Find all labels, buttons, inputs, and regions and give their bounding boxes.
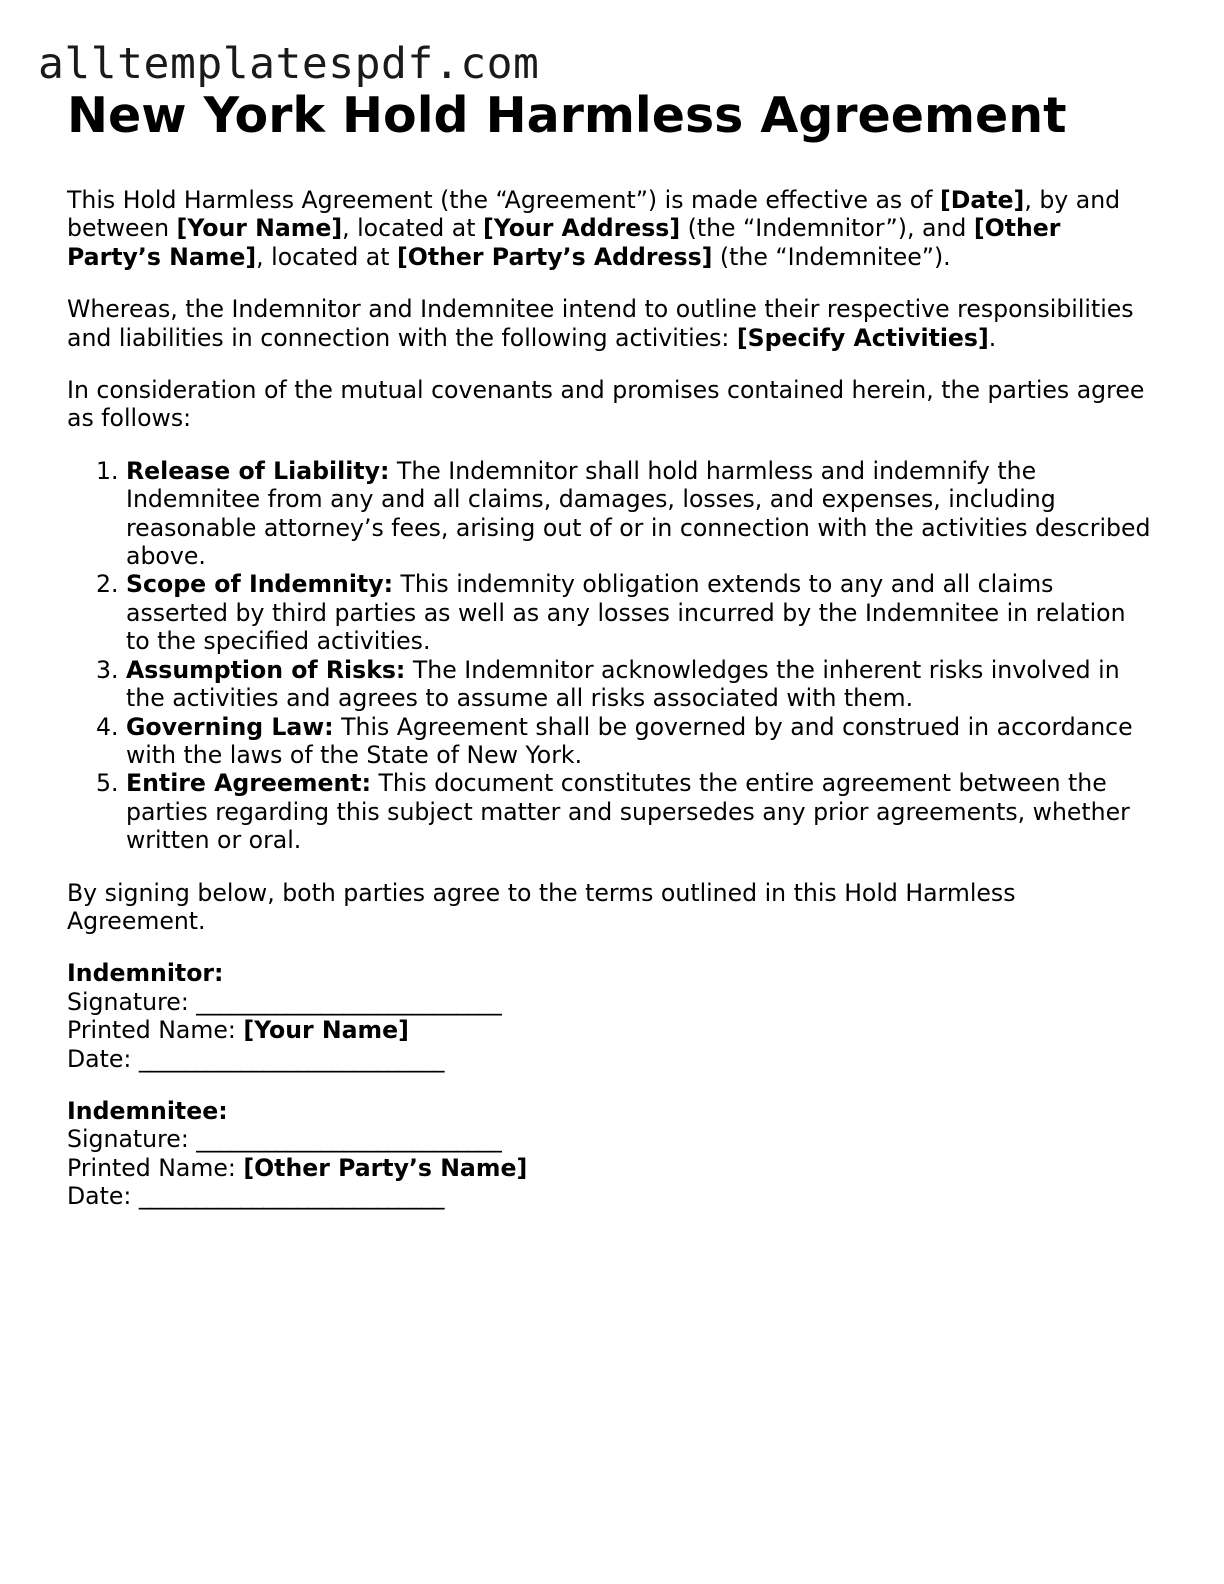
clause-list xyxy=(67,457,1152,855)
indemnitor-printed-name-row xyxy=(67,1016,1152,1044)
indemnitor-signature-row xyxy=(67,988,1152,1016)
clause-heading: Release of Liability: xyxy=(126,456,390,485)
activities-placeholder: [Specify Activities] xyxy=(736,323,989,352)
intro-other-name-placeholder: [Other Party’s Name] xyxy=(67,214,1061,271)
intro-paragraph xyxy=(67,186,1152,271)
signature-label: Signature: xyxy=(67,1125,197,1154)
intro-date-placeholder: [Date] xyxy=(939,186,1025,214)
clause-heading: Governing Law: xyxy=(126,712,334,741)
clause-text: The Indemnitor shall hold harmless and indemnify the Indemnitee from any and all claims, damages, losses, and expenses, including reasonable attorney’s fees, arising out of or in connection with the activities described above. xyxy=(126,456,1151,571)
indemnitee-signature-block xyxy=(67,1097,1152,1211)
printed-name-label: Printed Name: xyxy=(67,1016,244,1045)
signature-label: Signature: xyxy=(67,987,197,1016)
whereas-paragraph xyxy=(67,295,1152,352)
clause-item xyxy=(126,570,1152,655)
date-label: Date: xyxy=(67,1182,139,1211)
whereas-text-2: . xyxy=(988,323,997,352)
closing-paragraph: By signing below, both parties agree to the terms outlined in this Hold Harmless Agreement. xyxy=(67,878,1016,935)
intro-text-3: , located at xyxy=(342,214,483,243)
printed-name-label: Printed Name: xyxy=(67,1153,244,1182)
intro-text-6: (the “Indemnitee”). xyxy=(712,242,951,271)
intro-text-4: (the “Indemnitor”), and xyxy=(680,214,974,243)
intro-your-address-placeholder: [Your Address] xyxy=(483,214,681,243)
clause-item xyxy=(126,769,1152,854)
indemnitee-signature-row xyxy=(67,1125,1152,1153)
indemnitor-signature-block xyxy=(67,959,1152,1073)
indemnitor-date-row xyxy=(67,1045,1152,1073)
clause-item xyxy=(126,656,1152,713)
site-watermark: alltemplatespdf.com xyxy=(38,39,540,89)
indemnitor-heading: Indemnitor: xyxy=(67,959,224,988)
clause-heading: Assumption of Risks: xyxy=(126,655,406,684)
clause-heading: Entire Agreement: xyxy=(126,769,372,798)
intro-text-2: , by and between xyxy=(67,186,1121,243)
agreement-document xyxy=(67,86,1152,1235)
indemnitee-heading: Indemnitee: xyxy=(67,1096,228,1125)
intro-text-5: , located at xyxy=(256,242,398,271)
intro-other-address-placeholder: [Other Party’s Address] xyxy=(397,242,713,271)
indemnitor-date-line[interactable]: ___________________________ xyxy=(138,1044,444,1073)
page-title: New York Hold Harmless Agreement xyxy=(67,87,1067,144)
whereas-text-1: Whereas, the Indemnitor and Indemnitee intend to outline their respective responsibilities and liabilities in connection with the following activities: xyxy=(67,295,1134,352)
clause-heading: Scope of Indemnity: xyxy=(126,570,394,599)
indemnitee-printed-name-row xyxy=(67,1154,1152,1182)
indemnitor-printed-name: [Your Name] xyxy=(243,1016,409,1045)
indemnitee-signature-line[interactable]: ___________________________ xyxy=(196,1125,502,1154)
indemnitor-signature-line[interactable]: ___________________________ xyxy=(196,987,502,1016)
clause-text: This Agreement shall be governed by and construed in accordance with the laws of the State of New York. xyxy=(126,712,1133,769)
consideration-paragraph: In consideration of the mutual covenants and promises contained herein, the parties agree as follows: xyxy=(67,376,1145,433)
clause-text: The Indemnitor acknowledges the inherent risks involved in the activities and agrees to assume all risks associated with them. xyxy=(126,655,1120,713)
indemnitee-printed-name: [Other Party’s Name] xyxy=(243,1153,528,1182)
indemnitee-date-row xyxy=(67,1182,1152,1210)
intro-your-name-placeholder: [Your Name] xyxy=(176,214,343,243)
clause-item xyxy=(126,457,1152,571)
clause-item xyxy=(126,713,1152,770)
clause-text: This indemnity obligation extends to any and all claims asserted by third parties as well as any losses incurred by the Indemnitee in relation to the specified activities. xyxy=(126,570,1126,656)
indemnitee-date-line[interactable]: ___________________________ xyxy=(138,1182,444,1211)
intro-text-1: This Hold Harmless Agreement (the “Agreement”) is made effective as of xyxy=(67,186,940,214)
date-label: Date: xyxy=(67,1044,139,1073)
clause-text: This document constitutes the entire agreement between the parties regarding this subject matter and supersedes any prior agreements, whether written or oral. xyxy=(126,769,1130,855)
